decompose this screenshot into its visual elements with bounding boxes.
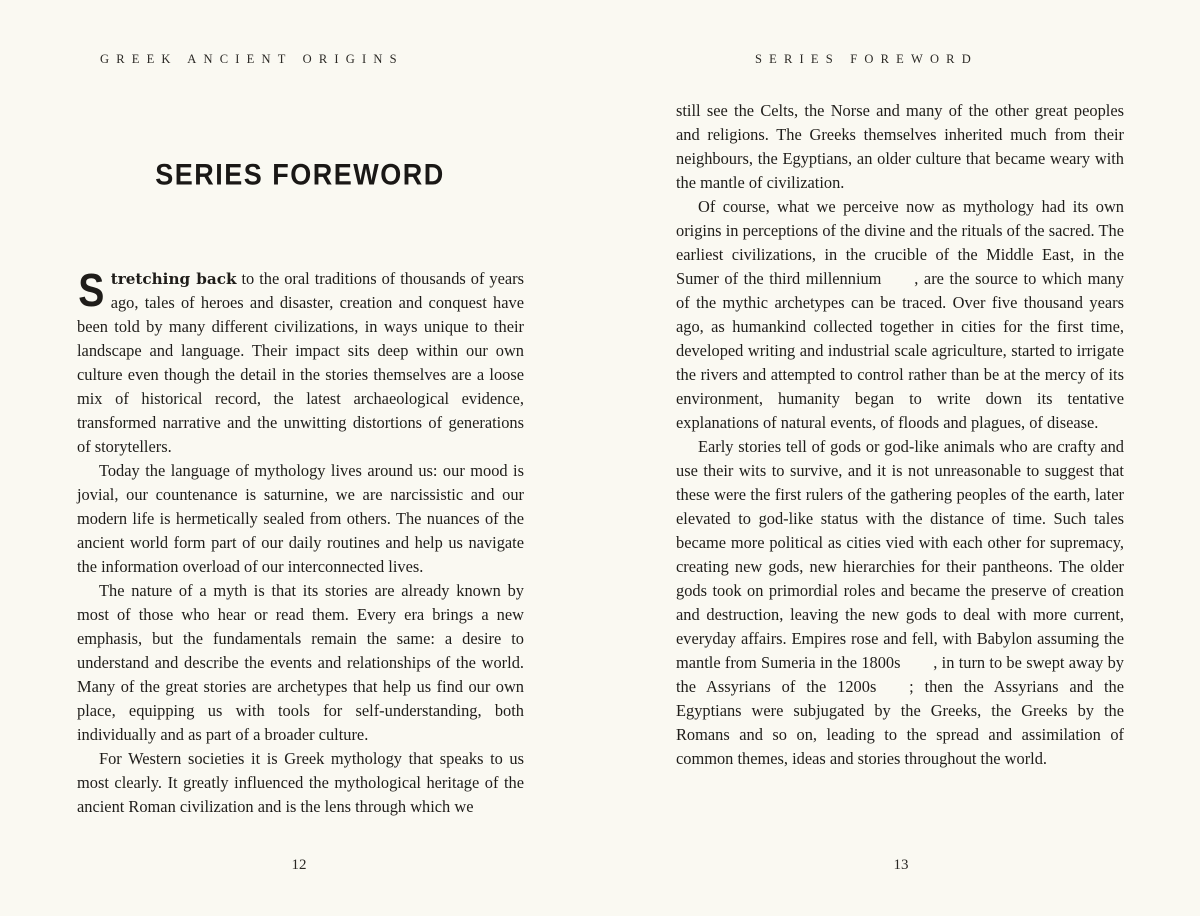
page-number-right: 13 bbox=[893, 857, 909, 873]
drop-cap: S bbox=[78, 264, 105, 316]
paragraph-5: Of course, what we perceive now as mythology had its own origins in perceptions of the divine and the rituals of the sacred. The earliest civilizations, in the crucible of the Middle East, in the Sumer of the third millennium , are the source to which many of the mythic archetypes can be traced. Over five thousand years ago, as humankind collected together in cities for the first time, developed writing and industrial scale agriculture, started to irrigate the rivers and attempted to control rather than be at the mercy of its environment, humanity began to write down its tentative explanations of natural events, of floods and plagues, of disease. bbox=[676, 197, 1124, 432]
paragraph-continued: still see the Celts, the Norse and many of the other great peoples and religions. The Greeks themselves inherited much from their neighbours, the Egyptians, an older culture that became weary with the mantle of civilization. bbox=[676, 101, 1124, 192]
left-body-text bbox=[77, 264, 525, 819]
running-head-right: SERIES FOREWORD bbox=[755, 52, 978, 66]
right-page bbox=[600, 0, 1200, 916]
page-number-left: 12 bbox=[291, 857, 307, 873]
chapter-title: SERIES FOREWORD bbox=[155, 158, 445, 192]
paragraph-6: Early stories tell of gods or god-like animals who are crafty and use their wits to survive, and it is not unreasonable to suggest that these were the first rulers of the gathering peoples of the earth, later elevated to god-like status with the distance of time. Such tales became more political as cities vied with each other for supremacy, creating new gods, new hierarchies for their pantheons. The older gods took on primordial roles and became the preserve of creation and destruction, leaving the new gods to deal with more current, everyday affairs. Empires rose and fell, with Babylon assuming the mantle from Sumeria in the 1800s , in turn to be swept away by the Assyrians of the 1200s ; then the Assyrians and the Egyptians were subjugated by the Greeks, the Greeks by the Romans and so on, leading to the spread and assimilation of common themes, ideas and stories throughout the world. bbox=[676, 437, 1124, 768]
paragraph-3: The nature of a myth is that its stories are already known by most of those who hear or read them. Every era brings a new emphasis, but the fundamentals remain the same: a desire to understand and describe the events and relationships of the world. Many of the great stories are archetypes that help us find our own place, equipping us with tools for self-understanding, both individually and as part of a broader culture. bbox=[77, 581, 524, 744]
paragraph-1 bbox=[77, 264, 525, 459]
paragraph-1-text: to the oral traditions of thousands of years ago, tales of heroes and disaster, creation and conquest have been told by many different civilizations, in ways unique to their landscape and language. Their impact sits deep within our own culture even though the detail in the stories themselves are a loose mix of historical record, the latest archaeological evidence, transformed narrative and the unwitting distortions of generations of storytellers. bbox=[77, 269, 525, 456]
paragraph-2: Today the language of mythology lives around us: our mood is jovial, our countenance is saturnine, we are narcissistic and our modern life is hermetically sealed from others. The nuances of the ancient world form part of our daily routines and help us navigate the information overload of our interconnected lives. bbox=[77, 461, 524, 576]
running-head-left: GREEK ANCIENT ORIGINS bbox=[100, 52, 404, 66]
paragraph-4: For Western societies it is Greek mythology that speaks to us most clearly. It greatly influenced the mythological heritage of the ancient Roman civilization and is the lens through which we bbox=[77, 749, 524, 816]
lead-words: tretching back bbox=[110, 270, 237, 288]
right-body-text bbox=[676, 99, 1124, 771]
